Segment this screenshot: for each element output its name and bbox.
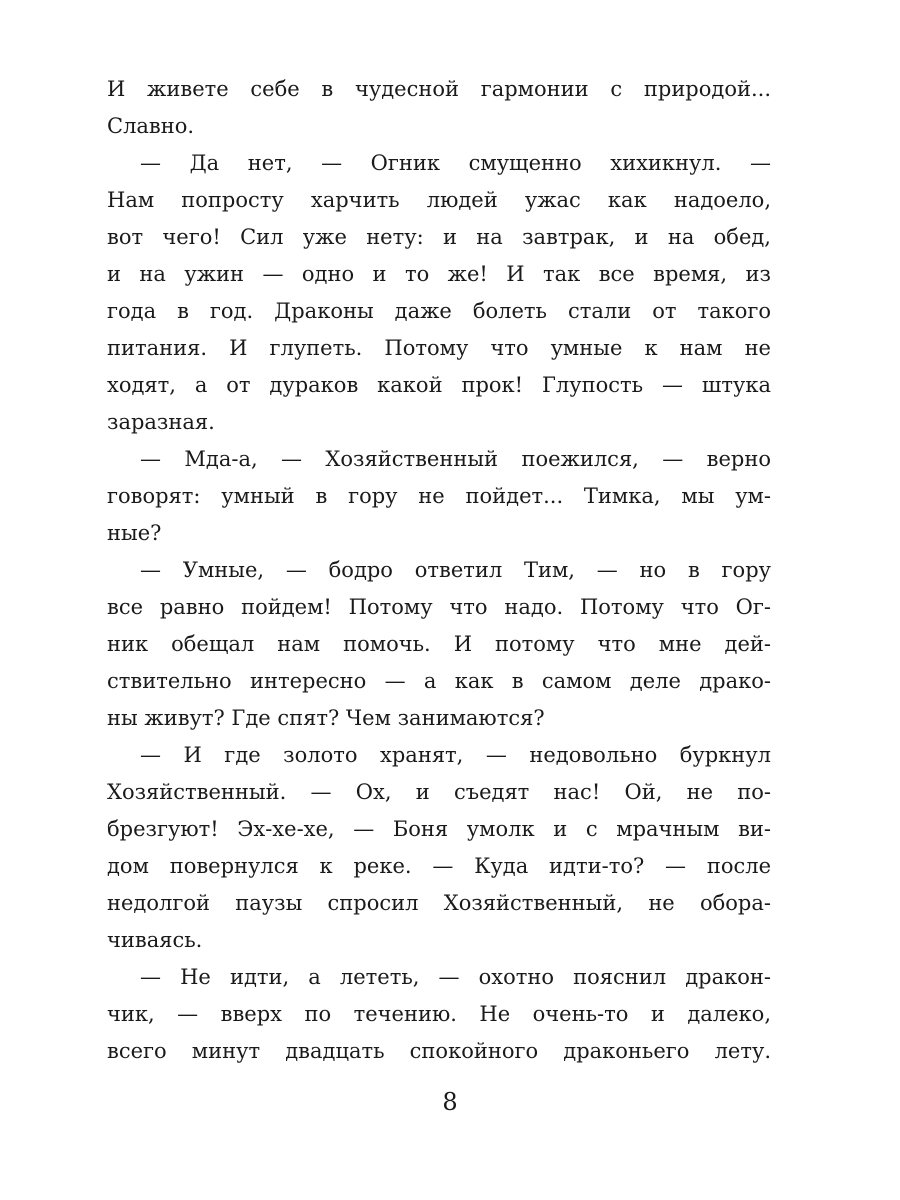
text-line: питания. И глупеть. Потому что умные к нам не — [107, 336, 771, 360]
text-line: чиваясь. — [107, 928, 203, 952]
text-line: говорят: умный в гору не пойдет... Тимка, мы ум- — [107, 484, 771, 508]
text-line: ствительно интересно — а как в самом деле драко- — [107, 669, 771, 693]
text-line: брезгуют! Эх-хе-хе, — Боня умолк и с мрачным ви- — [107, 817, 771, 841]
text-line: недолгой паузы спросил Хозяйственный, не обора- — [107, 891, 771, 915]
text-line: ны живут? Где спят? Чем занимаются? — [107, 706, 545, 730]
page-number: 8 — [442, 1088, 458, 1116]
text-line: года в год. Драконы даже болеть стали от такого — [107, 299, 771, 323]
text-line: все равно пойдем! Потому что надо. Потому что Ог- — [107, 595, 771, 619]
text-line: Хозяйственный. — Ох, и съедят нас! Ой, не по- — [107, 780, 771, 804]
text-line: всего минут двадцать спокойного драконьего лету. — [107, 1039, 771, 1063]
text-line: — Умные, — бодро ответил Тим, — но в гору — [140, 558, 771, 582]
text-line: — Мда-а, — Хозяйственный поежился, — верно — [140, 447, 771, 471]
text-line: вот чего! Сил уже нету: и на завтрак, и на обед, — [107, 225, 771, 249]
text-line: Славно. — [107, 114, 195, 138]
text-line: Нам попросту харчить людей ужас как надоело, — [107, 188, 771, 212]
text-line: ходят, а от дураков какой прок! Глупость — штука — [107, 373, 771, 397]
text-line: чик, — вверх по течению. Не очень-то и далеко, — [107, 1002, 771, 1026]
text-line: — Не идти, а лететь, — охотно пояснил дракон- — [140, 965, 771, 989]
text-line: — Да нет, — Огник смущенно хихикнул. — — [140, 151, 771, 175]
text-line: дом повернулся к реке. — Куда идти-то? — после — [107, 854, 771, 878]
text-line: — И где золото хранят, — недовольно буркнул — [140, 743, 771, 767]
text-line: И живете себе в чудесной гармонии с природой... — [107, 77, 771, 101]
text-line: ник обещал нам помочь. И потому что мне дей- — [107, 632, 771, 656]
text-line: и на ужин — одно и то же! И так все время, из — [107, 262, 771, 286]
text-line: заразная. — [107, 410, 215, 434]
text-line: ные? — [107, 521, 162, 545]
page-text — [107, 71, 771, 1070]
